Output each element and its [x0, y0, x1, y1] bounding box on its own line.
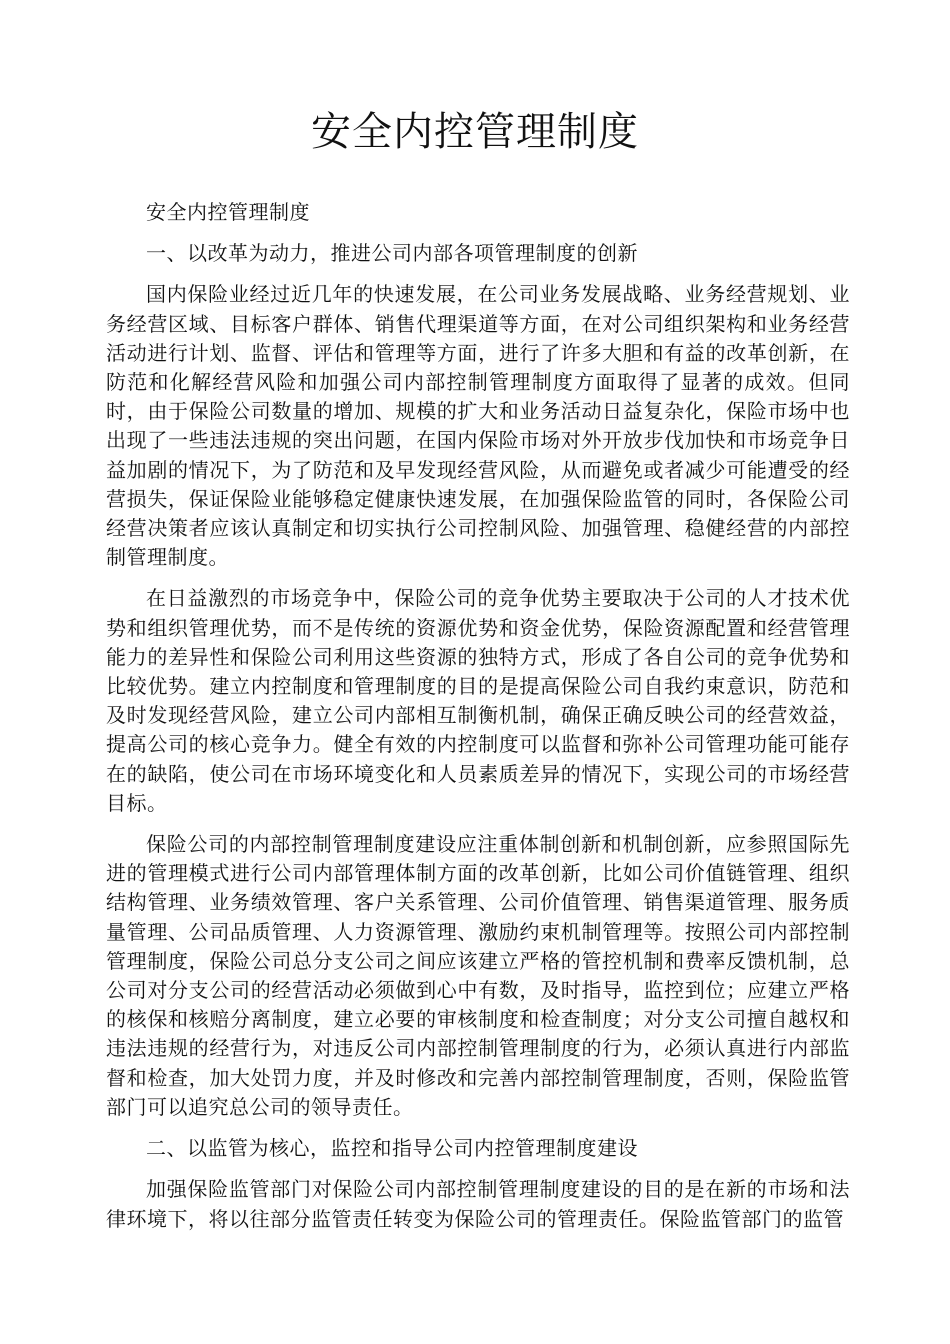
section-heading: 二、以监管为核心，监控和指导公司内控管理制度建设	[146, 1136, 638, 1161]
document-title: 安全内控管理制度	[311, 109, 639, 155]
document-body	[106, 198, 850, 1246]
paragraph: 在日益激烈的市场竞争中，保险公司的竞争优势主要取决于公司的人才技术优势和组织管理优势，而不是传统的资源优势和资金优势，保险资源配置和经营管理能力的差异性和保险公司利用这些资源的独特方式，形成了各自公司的竞争优势和比较优势。建立内控制度和管理制度的目的是提高保险公司自我约束意识，防范和及时发现经营风险，建立公司内部相互制衡机制，确保正确反映公司的经营效益，提高公司的核心竞争力。健全有效的内控制度可以监督和弥补公司管理功能可能存在的缺陷，使公司在市场环境变化和人员素质差异的情况下，实现公司的市场经营目标。	[106, 586, 850, 815]
paragraph: 安全内控管理制度	[146, 200, 310, 224]
paragraph: 国内保险业经过近几年的快速发展，在公司业务发展战略、业务经营规划、业务经营区域、目标客户群体、销售代理渠道等方面，在对公司组织架构和业务经营活动进行计划、监督、评估和管理等方面，进行了许多大胆和有益的改革创新，在防范和化解经营风险和加强公司内部控制管理制度方面取得了显著的成效。但同时，由于保险公司数量的增加、规模的扩大和业务活动日益复杂化，保险市场中也出现了一些违法违规的突出问题，在国内保险市场对外开放步伐加快和市场竞争日益加剧的情况下，为了防范和及早发现经营风险，从而避免或者减少可能遭受的经营损失，保证保险业能够稳定健康快速发展，在加强保险监管的同时，各保险公司经营决策者应该认真制定和切实执行公司控制风险、加强管理、稳健经营的内部控制管理制度。	[106, 282, 850, 570]
paragraph: 保险公司的内部控制管理制度建设应注重体制创新和机制创新，应参照国际先进的管理模式进行公司内部管理体制方面的改革创新，比如公司价值链管理、组织结构管理、业务绩效管理、客户关系管理、公司价值管理、销售渠道管理、服务质量管理、公司品质管理、人力资源管理、激励约束机制管理等。按照公司内部控制管理制度，保险公司总分支公司之间应该建立严格的管控机制和费率反馈机制，总公司对分支公司的经营活动必须做到心中有数，及时指导，监控到位；应建立严格的核保和核赔分离制度，建立必要的审核制度和检查制度；对分支公司擅自越权和违法违规的经营行为，对违反公司内部控制管理制度的行为，必须认真进行内部监督和检查，加大处罚力度，并及时修改和完善内部控制管理制度，否则，保险监管部门可以追究总公司的领导责任。	[106, 832, 850, 1119]
section-heading: 一、以改革为动力，推进公司内部各项管理制度的创新	[146, 241, 638, 266]
paragraph: 加强保险监管部门对保险公司内部控制管理制度建设的目的是在新的市场和法律环境下，将以往部分监管责任转变为保险公司的管理责任。保险监管部门的监管	[106, 1177, 850, 1231]
